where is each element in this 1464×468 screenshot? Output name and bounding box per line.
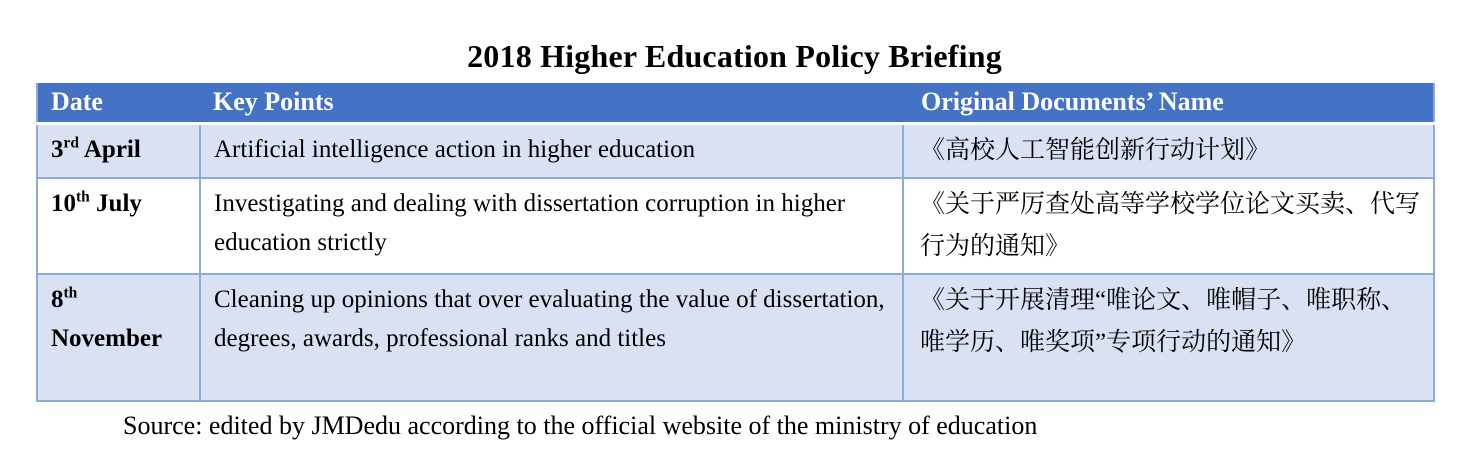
document-name-cell: 《关于严厉查处高等学校学位论文买卖、代写行为的通知》 <box>903 178 1434 274</box>
column-header-date: Date <box>37 83 200 124</box>
document-name-cell: 《高校人工智能创新行动计划》 <box>903 124 1434 179</box>
date-number: 8 <box>51 286 64 313</box>
policy-briefing-table <box>36 83 1435 402</box>
document-name-cell: 《关于开展清理“唯论文、唯帽子、唯职称、唯学历、唯奖项”专项行动的通知》 <box>903 274 1434 401</box>
key-points-cell: Artificial intelligence action in higher education <box>200 124 903 179</box>
date-ordinal-suffix: th <box>63 284 78 302</box>
column-header-document-name: Original Documents’ Name <box>903 83 1434 124</box>
date-cell <box>37 274 200 401</box>
date-number: 10 <box>51 190 76 217</box>
date-month: November <box>51 325 163 352</box>
column-header-key-points: Key Points <box>200 83 903 124</box>
page-title: 2018 Higher Education Policy Briefing <box>467 38 1002 74</box>
source-attribution: Source: edited by JMDedu according to the official website of the ministry of education <box>123 411 1038 440</box>
table-header-row <box>37 83 1434 124</box>
date-cell <box>37 124 200 179</box>
date-month: April <box>79 136 141 163</box>
key-points-cell: Cleaning up opinions that over evaluating the value of dissertation, degrees, awards, professional ranks and titles <box>200 274 903 401</box>
table-row <box>37 178 1434 274</box>
date-number: 3 <box>51 136 64 163</box>
date-ordinal-suffix: th <box>76 188 90 206</box>
date-month: July <box>89 190 142 217</box>
date-ordinal-suffix: rd <box>63 134 79 152</box>
table-row <box>37 274 1434 401</box>
date-cell <box>37 178 200 274</box>
key-points-cell: Investigating and dealing with dissertation corruption in higher education strictly <box>200 178 903 274</box>
table-row <box>37 124 1434 179</box>
